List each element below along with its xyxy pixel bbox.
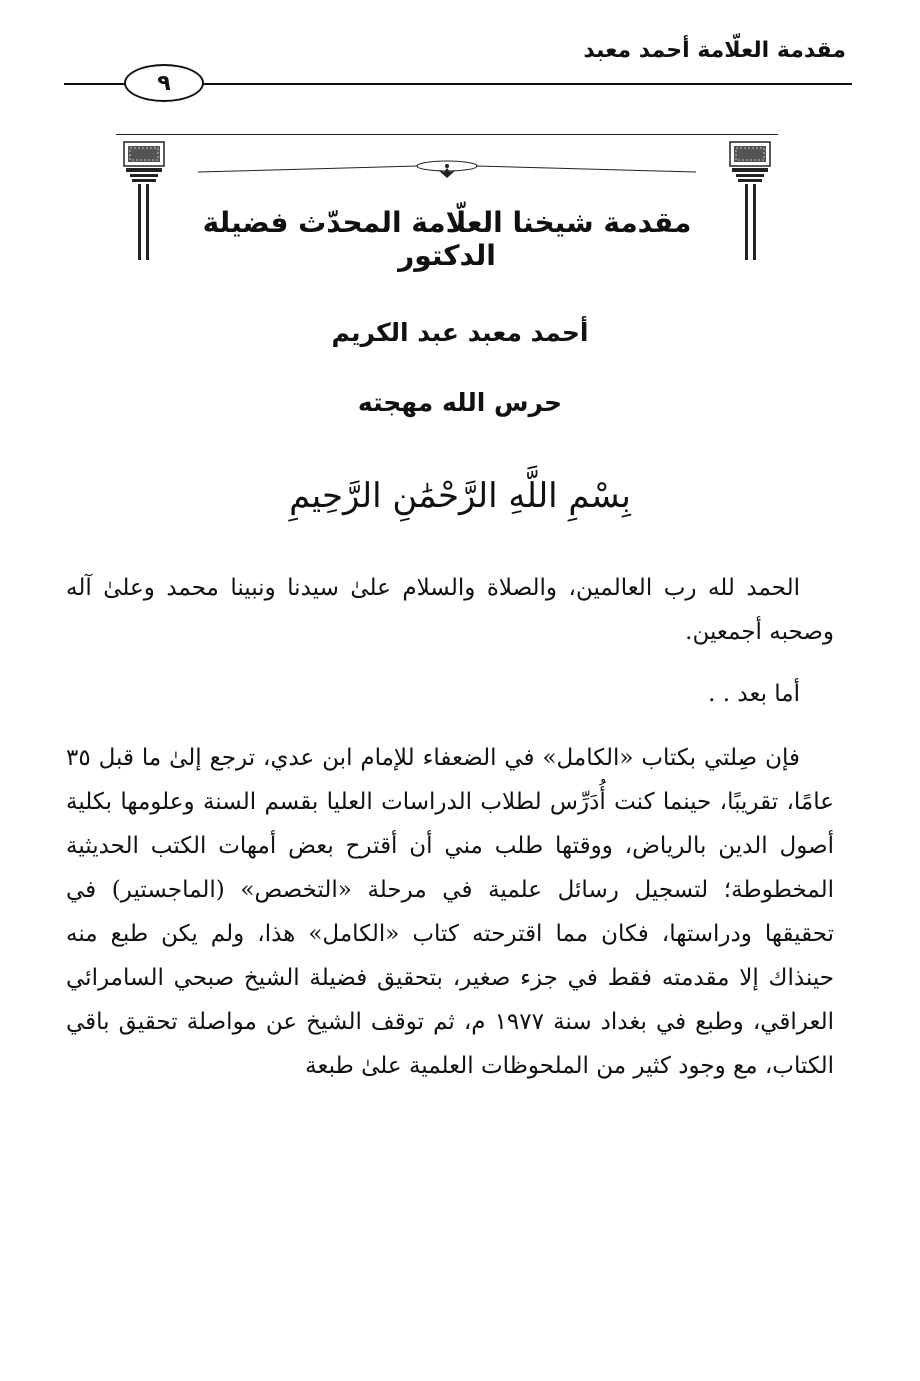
running-header-title: مقدمة العلّامة أحمد معبد — [583, 38, 846, 63]
paragraph-amma-baad: أما بعد . . — [708, 681, 800, 707]
section-main-title: مقدمة شيخنا العلّامة المحدّث فضيلة الدكتور — [202, 206, 692, 272]
center-flourish-ornament — [188, 156, 706, 180]
header-rule — [200, 83, 852, 85]
basmala-calligraphy: بِسْمِ اللَّهِ الرَّحْمَٰنِ الرَّحِيمِ — [289, 476, 631, 516]
body-text — [66, 566, 834, 1088]
author-name-heading: أحمد معبد عبد الكريم — [331, 318, 589, 347]
header-rule-left — [64, 83, 126, 85]
paragraph-praise: الحمد لله رب العالمين، والصلاة والسلام علىٰ سيدنا ونبينا محمد وعلىٰ آله وصحبه أجمعين. — [66, 575, 834, 645]
paragraph-main: فإن صِلتي بكتاب «الكامل» في الضعفاء للإمام ابن عدي، ترجع إلىٰ ما قبل ٣٥ عامًا، تقريبًا، حينما كنت أُدَرِّس لطلاب الدراسات العليا بقسم السنة وعلومها بكلية أصول الدين بالرياض، ووقتها طلب مني أن أقترح بعض أمهات الكتب الحديثية المخطوطة؛ لتسجيل رسائل علمية في مرحلة «التخصص» (الماجستير) في تحقيقها ودراستها، فكان مما اقترحته كتاب «الكامل» هذا، ولم يكن طبع منه حينذاك إلا مقدمته فقط في جزء صغير، بتحقيق فضيلة الشيخ صبحي السامرائي العراقي، وطبع في بغداد سنة ١٩٧٧ م، ثم توقف الشيخ عن مواصلة تحقيق باقي الكتاب، مع وجود كثير من الملحوظات العلمية علىٰ طبعة — [66, 745, 834, 1079]
frame-top-border — [116, 134, 778, 135]
page-number: ٩ — [124, 64, 204, 102]
prayer-heading: حرس الله مهجته — [357, 388, 563, 417]
